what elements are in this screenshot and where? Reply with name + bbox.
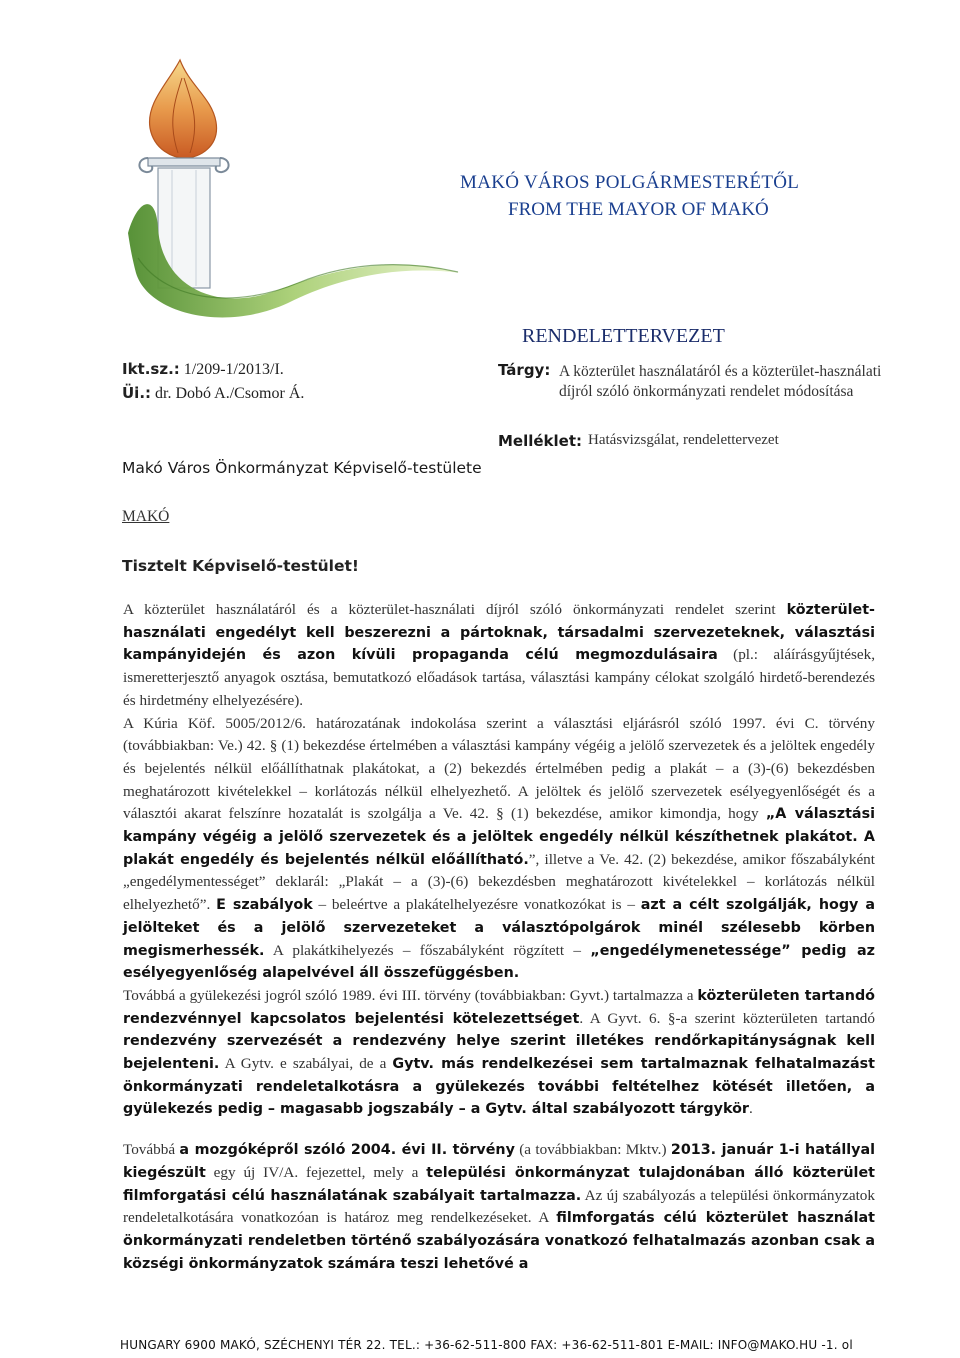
text-run: (a továbbiakban: Mktv.) <box>514 1141 671 1159</box>
salutation: Tisztelt Képviselő-testület! <box>122 557 359 575</box>
body-text <box>123 599 875 1275</box>
text-run: A Gytv. e szabályai, de a <box>219 1055 393 1073</box>
text-run: egy új IV/A. fejezettel, mely a <box>205 1163 427 1181</box>
paragraph <box>123 985 875 1121</box>
bold-run: a mozgóképről szóló 2004. évi II. törvény <box>179 1142 515 1159</box>
text-run: A plakátkihelyezés – főszabályként rögzített – <box>264 941 591 959</box>
bold-run: azt a célt szolgálják, hogy a jelölteket és a jelölő szervezeteket a választópolgárok minél szélesebb körben megismerhessék. <box>123 897 875 959</box>
bold-run: települési önkormányzat tulajdonában álló közterület filmforgatási célú használatának szabályait tartalmazza. <box>123 1164 875 1204</box>
bold-run: filmforgatás célú közterület használat önkormányzati rendeletben történő szabályozására vonatkozó felhatalmazás azonban csak a községi önkormányzatok számára teszi lehetővé a <box>123 1210 875 1272</box>
subject-text: A közterület használatáról és a közterület-használati díjról szóló önkormányzati rendelet módosítása <box>559 363 882 400</box>
reference-label: Ikt.sz.: <box>122 360 180 378</box>
page-footer: HUNGARY 6900 MAKÓ, SZÉCHENYI TÉR 22. TEL.: +36-62-511-800 FAX: +36-62-511-801 E-MAIL: INFO@MAKO.HU -1. ol <box>120 1338 853 1352</box>
bold-run: „A választási kampány végéig a jelölő szervezetek és a jelöltek engedély nélkül készíthetnek plakátot. A plakát engedély és bejelentés nélkül előállítható. <box>123 806 875 868</box>
attachment-text: Hatásvizsgálat, rendelettervezet <box>588 432 779 448</box>
bold-run: Gytv. más rendelkezései sem tartalmaznak felhatalmazást önkormányzati rendeletalkotásra a gyülekezés további feltételhez kötését illetően, a gyülekezés pedig – magasabb jogszabály – a Gytv. által szabályozott tárgykör <box>123 1056 875 1118</box>
flame-column-logo <box>128 58 463 328</box>
reference-number <box>122 360 284 379</box>
letterhead-title: MAKÓ VÁROS POLGÁRMESTERÉTŐL <box>460 172 800 193</box>
paragraph <box>123 599 875 713</box>
text-run: Továbbá <box>123 1141 180 1159</box>
council-name: Makó Város Önkormányzat Képviselő-testülete <box>122 459 482 477</box>
subject-label: Tárgy: <box>498 361 551 379</box>
text-run: (pl.: aláírásgyűjtések, ismeretterjesztő anyagok osztása, bemutatkozó előadások tartása, választási kampány célokat szolgáló hirdető-berendezés és hirdetmény elhelyezésére). <box>123 646 875 709</box>
text-run: A Kúria Köf. 5005/2012/6. határozatának indokolása szerint a választási eljárásról szóló 1997. évi C. törvény (továbbiakban: Ve.) 42. § (1) bekezdése értelmében a választási kampány végéig a jelölő szervezetek és a jelöltek engedély és bejelentés nélkül előállíthatnak plakátokat, a (2) bekezdés értelmében pedig a plakát – a (3)-(6) bekezdésben meghatározott kivételekkel – korlátozás nélkül elhelyezhető. A jelöltek és jelölő szervezetek esélyegyenlőségét és a választói akarat felszínre hozatalát is szolgálja a Ve. 42. § (1) bekezdése, amikor kimondja, hogy <box>123 714 875 823</box>
handler-label: Üi.: <box>122 384 152 402</box>
bold-run: rendezvény szervezését a rendezvény helye szerint illetékes rendőrkapitányságnak kell bejelenteni. <box>123 1033 875 1073</box>
reference-value: 1/209-1/2013/I. <box>183 361 284 378</box>
bold-run: „engedélymenetessége” pedig az esélyegyenlőség alapelvével áll összefüggésben. <box>123 942 875 982</box>
bold-run: közterületen tartandó rendezvénnyel kapcsolatos bejelentési kötelezettséget <box>123 987 875 1027</box>
handler <box>122 384 304 403</box>
bold-run: E szabályok <box>216 897 313 914</box>
attachment-label: Melléklet: <box>498 432 583 450</box>
paragraph <box>123 713 875 985</box>
letterhead-subtitle: FROM THE MAYOR OF MAKÓ <box>508 199 769 220</box>
text-run: . <box>748 1100 753 1118</box>
text-run: . A Gyvt. 6. §-a szerint közterületen tartandó <box>579 1009 875 1027</box>
text-run: Az új szabályozás a települési önkormányzatok rendeletalkotására vonatkozóan is határoz meg rendelkezéseket. A <box>123 1186 875 1227</box>
handler-value: dr. Dobó A./Csomor Á. <box>155 385 305 402</box>
paragraph <box>123 1139 875 1275</box>
city-name: MAKÓ <box>122 508 170 525</box>
bold-run: 2013. január 1-i hatállyal kiegészült <box>123 1142 876 1181</box>
bold-run: közterület-használati engedélyt kell beszerezni a pártoknak, társadalmi szervezeteknek, választási kampányidején és azon kívüli propaganda célú megmozdulásaira <box>123 602 875 664</box>
text-run: ”, illetve a Ve. 42. (2) bekezdése, amikor főszabályként „engedélymentességet” deklarál: „Plakát – a (3)-(6) bekezdésben meghatározott kivételekkel – korlátozás nélkül elhelyezhető”. <box>123 850 875 914</box>
text-run: Továbbá a gyülekezési jogról szóló 1989. évi III. törvény (továbbiakban: Gyvt.) tartalmazza a <box>123 986 698 1004</box>
text-run: A közterület használatáról és a közterület-használati díjról szóló önkormányzati rendelet szerint <box>123 601 787 618</box>
document-type-title: RENDELETTERVEZET <box>522 325 725 347</box>
text-run: – beleértve a plakátelhelyezésre vonatkozókat is – <box>312 896 641 914</box>
